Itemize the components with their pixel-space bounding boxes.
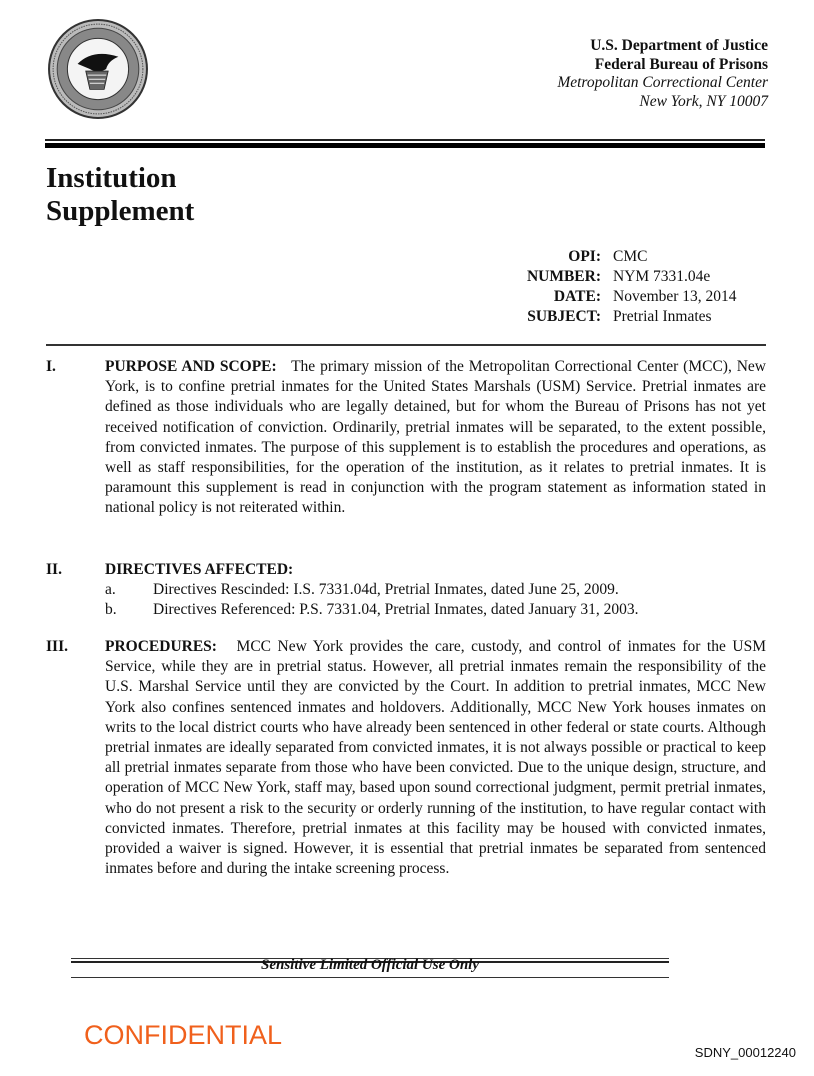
section-heading: DIRECTIVES AFFECTED: xyxy=(105,561,294,578)
section-body xyxy=(105,357,766,519)
meta-row-date xyxy=(500,287,737,307)
meta-value: NYM 7331.04e xyxy=(613,268,711,285)
meta-key: DATE: xyxy=(553,288,601,305)
directive-label: a. xyxy=(105,581,116,599)
meta-row-subject xyxy=(500,307,737,327)
section-heading: PROCEDURES: xyxy=(105,638,217,655)
section-heading: PURPOSE AND SCOPE: xyxy=(105,358,277,375)
section-number: III. xyxy=(46,638,68,655)
directive-item xyxy=(105,580,766,600)
agency-line-bureau: Federal Bureau of Prisons xyxy=(594,55,768,73)
section-number: I. xyxy=(46,358,56,375)
directive-text: Directives Rescinded: I.S. 7331.04d, Pretrial Inmates, dated June 25, 2009. xyxy=(153,581,619,599)
section-body xyxy=(105,560,766,621)
header-divider-thin xyxy=(45,139,765,141)
section-directives-affected xyxy=(46,560,766,621)
directive-label: b. xyxy=(105,601,117,619)
section-procedures xyxy=(46,637,766,879)
meta-row-number xyxy=(500,267,737,287)
footer-divider-bottom xyxy=(71,977,669,978)
meta-key: NUMBER: xyxy=(526,268,601,285)
document-title xyxy=(46,162,194,228)
classification-marking: Sensitive Limited Official Use Only xyxy=(260,957,480,973)
section-number: II. xyxy=(46,561,62,578)
section-text: The primary mission of the Metropolitan Correctional Center (MCC), New York, is to confine pretrial inmates for the United States Marshals (USM) Service. Pretrial inmates are defined as those individuals who are legally detained, but for whom the Bureau of Prisons has not yet received notification of conviction. Ordinarily, pretrial inmates will be separated, to the extent possible, from convicted inmates. The purpose of this supplement is to establish the procedures and operations, as well as staff responsibilities, for the operation of the institution, as it relates to pretrial inmates. It is paramount this supplement is read in conjunction with the program statement as information stated in national policy is not reiterated within. xyxy=(105,358,766,517)
metadata-divider xyxy=(46,344,766,346)
meta-key: OPI: xyxy=(568,248,601,265)
meta-row-opi xyxy=(500,247,737,267)
meta-value: CMC xyxy=(613,248,648,265)
meta-value: Pretrial Inmates xyxy=(613,308,712,325)
section-text: MCC New York provides the care, custody, and control of inmates for the USM Service, while they are in pretrial status. However, all pretrial inmates remain the responsibility of the U.S. Marshal Service until they are convicted by the Court. In addition to pretrial inmates, MCC New York also confines sentenced inmates and holdovers. Additionally, MCC New York houses inmates on writs to the local district courts who have already been sentenced in other federal or state courts. Although pretrial inmates are ideally separated from convicted inmates, it is not always possible or practical to keep all pretrial inmates separate from those who have been convicted. Due to the unique design, structure, and operation of MCC New York, staff may, based upon sound correctional judgment, permit pretrial inmates, who do not present a risk to the security or orderly running of the institution, to have regular contact with convicted inmates. Therefore, pretrial inmates at this facility may be housed with convicted inmates, provided a waiver is signed. However, it is essential that pretrial inmates be separated from sentenced inmates before and during the intake screening process. xyxy=(105,638,766,878)
agency-line-facility: Metropolitan Correctional Center xyxy=(557,74,768,91)
title-line-2: Supplement xyxy=(46,195,195,227)
title-line-1: Institution xyxy=(46,162,177,194)
doj-seal-logo xyxy=(47,18,149,120)
document-metadata xyxy=(500,247,737,327)
directive-text: Directives Referenced: P.S. 7331.04, Pretrial Inmates, dated January 31, 2003. xyxy=(153,601,639,619)
confidential-stamp: CONFIDENTIAL xyxy=(84,1020,283,1050)
meta-key: SUBJECT: xyxy=(527,308,601,325)
meta-value: November 13, 2014 xyxy=(613,288,737,305)
section-body xyxy=(105,637,766,879)
header-divider-thick xyxy=(45,143,765,148)
bates-number: SDNY_00012240 xyxy=(694,1045,796,1060)
section-purpose-and-scope xyxy=(46,357,766,519)
directive-item xyxy=(105,600,766,620)
agency-line-department: U.S. Department of Justice xyxy=(590,37,768,54)
agency-line-address: New York, NY 10007 xyxy=(639,92,768,110)
agency-header xyxy=(557,37,768,111)
